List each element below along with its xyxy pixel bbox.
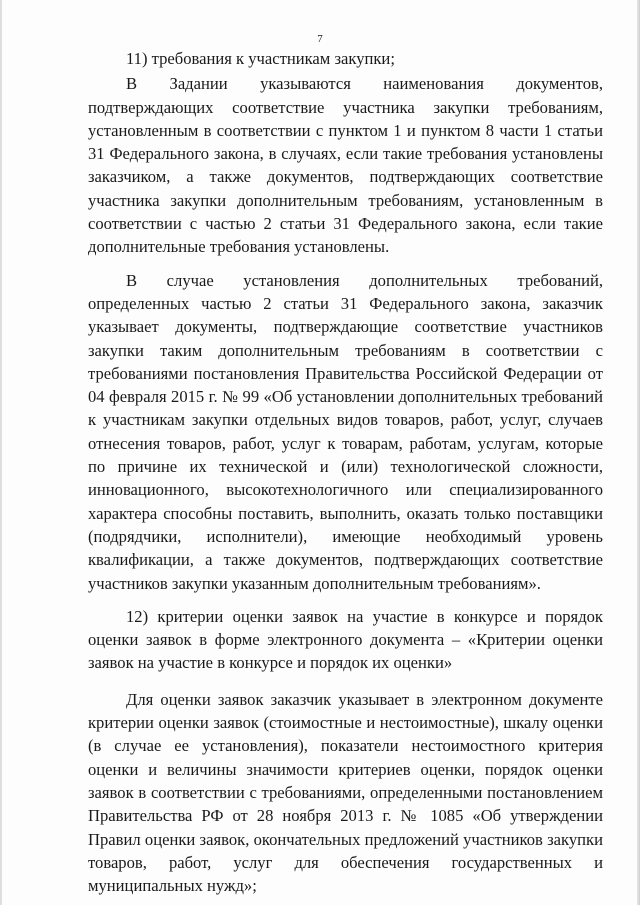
paragraph-additional-requirements: В случае установления дополнительных требований, определенных частью 2 статьи 31 Федерального закона, заказчик указывает документы, подтверждающие соответствие участников закупки таким дополнительным требованиям в соответствии с требованиями постановления Правительства Российской Федерации от 04 февраля 2015 г. № 99 «Об установлении дополнительных требований к участникам закупки отдельных видов товаров, работ, услуг, случаев отнесения товаров, работ, услуг к товарам, работам, услугам, которые по причине их технической и (или) технологической сложности, инновационного, высокотехнологичного или специализированного характера способны поставить, выполнить, оказать только поставщики (подрядчики, исполнители), имеющие необходимый уровень квалификации, а также документов, подтверждающих соответствие участников закупки указанным дополнительным требованиям». <box>88 270 603 593</box>
page-body <box>88 47 603 897</box>
paragraph-task-documents: В Задании указываются наименования документов, подтверждающих соответствие участника закупки требованиям, установленным в соответствии с пунктом 1 и пунктом 8 части 1 статьи 31 Федерального закона, в случаях, если такие требования установлены заказчиком, а также документов, подтверждающих соответствие участника закупки дополнительным требованиям, установленным в соответствии с частью 2 статьи 31 Федерального закона, если такие дополнительные требования установлены. <box>88 74 603 257</box>
paragraph-item-12: 12) критерии оценки заявок на участие в конкурсе и порядок оценки заявок в форме электронного документа – «Критерии оценки заявок на участие в конкурсе и порядок их оценки» <box>88 606 603 673</box>
page-number: 7 <box>317 33 323 45</box>
paragraph-item-11: 11) требования к участникам закупки; <box>126 49 395 68</box>
paragraph-evaluation-criteria: Для оценки заявок заказчик указывает в электронном документе критерии оценки заявок (стоимостные и нестоимостные), шкалу оценки (в случае ее установления), показатели нестоимостного критерия оценки и величины значимости критериев оценки, порядок оценки заявок в соответствии с требованиями, определенными постановлением Правительства РФ от 28 ноября 2013 г. № 1085 «Об утверждении Правил оценки заявок, окончательных предложений участников закупки товаров, работ, услуг для обеспечения государственных и муниципальных нужд»; <box>88 689 603 896</box>
scan-left-edge <box>0 0 2 905</box>
